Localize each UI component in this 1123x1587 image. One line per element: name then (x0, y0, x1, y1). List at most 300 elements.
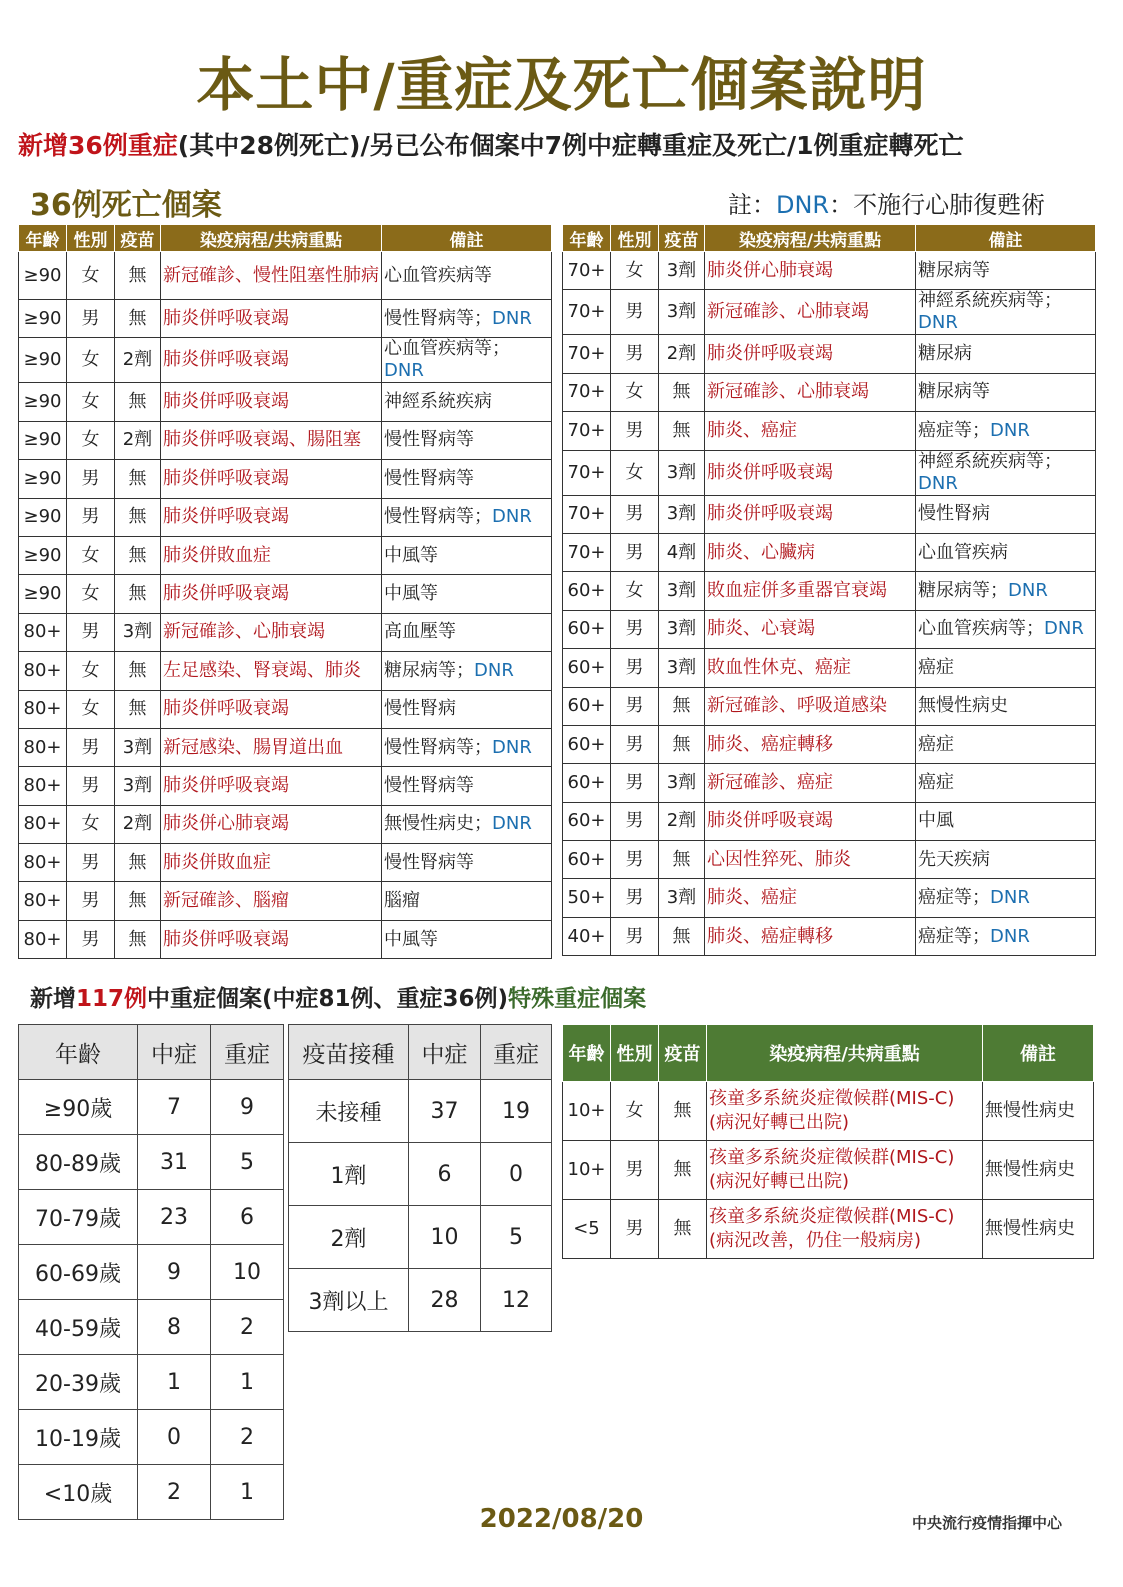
cell-remark (382, 498, 552, 536)
remark-text: 慢性腎病等 (384, 429, 474, 451)
row-value: 37 (409, 1080, 481, 1143)
course-status: (病況好轉已出院) (709, 1112, 850, 1133)
cell-sex: 男 (611, 802, 659, 840)
cell-sex: 男 (611, 412, 659, 450)
cell-remark (382, 613, 552, 651)
cell-vaccine: 2劑 (659, 802, 705, 840)
cell-course: 新冠感染、腸胃道出血 (161, 728, 382, 766)
cell-course: 新冠確診、癌症 (705, 764, 916, 802)
cell-age: 50+ (563, 879, 611, 917)
course-status: (病況好轉已出院) (709, 1171, 850, 1192)
row-value: 9 (138, 1245, 211, 1300)
cell-sex: 男 (67, 728, 115, 766)
cell-age: ≥90 (19, 421, 67, 459)
death-table-header (563, 225, 1096, 252)
cell-vaccine: 無 (659, 917, 705, 955)
cell-vaccine: 無 (115, 536, 161, 574)
cell-vaccine: 無 (115, 690, 161, 728)
death-table-right (562, 224, 1096, 956)
cell-age: <5 (563, 1200, 611, 1259)
remark-text: 癌症 (918, 771, 954, 793)
cell-remark (382, 300, 552, 338)
row-value: 28 (409, 1269, 481, 1332)
course-line: 孩童多系統炎症徵候群(MIS-C) (709, 1147, 955, 1168)
cell-course: 敗血性休克、癌症 (705, 649, 916, 687)
cell-age: 70+ (563, 335, 611, 373)
cell-sex: 男 (611, 725, 659, 763)
cell-sex: 男 (611, 1200, 659, 1259)
cell-course: 肺炎併心肺衰竭 (161, 805, 382, 843)
row-value: 8 (138, 1300, 211, 1355)
cell-remark (916, 533, 1096, 571)
dnr-tag: DNR (492, 736, 532, 758)
cell-sex: 男 (67, 844, 115, 882)
cell-remark (382, 690, 552, 728)
cell-sex: 男 (611, 290, 659, 335)
cell-remark (916, 290, 1096, 335)
row-value: 0 (138, 1410, 211, 1465)
row-value: 10 (211, 1245, 284, 1300)
cell-remark (382, 767, 552, 805)
cell-vaccine: 無 (115, 652, 161, 690)
cell-course (707, 1141, 983, 1200)
severe-prefix: 新增 (30, 986, 76, 1012)
header-remark: 備註 (916, 225, 1096, 252)
cell-age: 70+ (563, 495, 611, 533)
cell-sex: 女 (67, 536, 115, 574)
table-row (19, 383, 552, 421)
table-row (19, 882, 552, 920)
cell-age: 60+ (563, 649, 611, 687)
remark-text: 心血管疾病等； (918, 618, 1044, 640)
cell-remark (916, 841, 1096, 879)
cell-vaccine: 無 (115, 882, 161, 920)
header-vaccine: 疫苗 (659, 1025, 707, 1082)
table-row (563, 841, 1096, 879)
row-label: 40-59歲 (19, 1300, 138, 1355)
row-label: 2劑 (289, 1206, 409, 1269)
row-label: 3劑以上 (289, 1269, 409, 1332)
cell-course: 肺炎、癌症轉移 (705, 725, 916, 763)
cell-age: 10+ (563, 1141, 611, 1200)
cell-sex: 男 (611, 879, 659, 917)
cell-remark (382, 536, 552, 574)
table-row (563, 649, 1096, 687)
cell-remark (916, 252, 1096, 290)
table-row (563, 802, 1096, 840)
course-line: 孩童多系統炎症徵候群(MIS-C) (709, 1206, 955, 1227)
remark-text: 神經系統疾病 (384, 391, 492, 413)
cell-vaccine: 3劑 (115, 767, 161, 805)
note-prefix: 註： (728, 191, 776, 219)
cell-vaccine: 無 (659, 412, 705, 450)
row-value: 6 (211, 1190, 284, 1245)
row-value: 23 (138, 1190, 211, 1245)
cell-vaccine: 3劑 (659, 649, 705, 687)
cell-remark (382, 920, 552, 958)
cell-course: 肺炎、癌症 (705, 412, 916, 450)
row-value: 1 (211, 1355, 284, 1410)
cell-age: 40+ (563, 917, 611, 955)
cell-sex: 女 (67, 421, 115, 459)
cell-age: 60+ (563, 802, 611, 840)
table-row (19, 1190, 284, 1245)
cell-remark (916, 917, 1096, 955)
remark-text: 無慢性病史； (384, 813, 492, 835)
row-label: 20-39歲 (19, 1355, 138, 1410)
cell-sex: 男 (611, 917, 659, 955)
cell-vaccine: 3劑 (115, 613, 161, 651)
row-value: 0 (481, 1143, 552, 1206)
cell-sex: 女 (611, 450, 659, 495)
header-vaccine: 疫苗 (659, 225, 705, 252)
cell-sex: 女 (611, 373, 659, 411)
cell-remark (916, 572, 1096, 610)
table-row (563, 412, 1096, 450)
cell-remark: 無慢性病史 (983, 1141, 1094, 1200)
cell-remark (916, 649, 1096, 687)
cell-sex: 女 (611, 1082, 659, 1141)
severe-count: 117例 (76, 986, 148, 1012)
cell-vaccine: 3劑 (659, 290, 705, 335)
special-table-header (563, 1025, 1094, 1082)
table-row (563, 533, 1096, 571)
table-row (289, 1206, 552, 1269)
cell-vaccine: 無 (115, 300, 161, 338)
cell-sex: 女 (67, 383, 115, 421)
course-status: (病況改善，仍住一般病房) (709, 1230, 922, 1251)
table-row (563, 917, 1096, 955)
cell-sex: 女 (67, 575, 115, 613)
report-date: 2022/08/20 (479, 1504, 644, 1534)
cell-vaccine: 2劑 (115, 805, 161, 843)
cell-course: 肺炎併呼吸衰竭 (161, 460, 382, 498)
header-course: 染疫病程/共病重點 (705, 225, 916, 252)
cell-remark (382, 383, 552, 421)
course-line: 孩童多系統炎症徵候群(MIS-C) (709, 1088, 955, 1109)
cell-course: 新冠確診、腦瘤 (161, 882, 382, 920)
header-vaccine: 疫苗 (115, 225, 161, 252)
cell-sex: 男 (611, 533, 659, 571)
cell-age: 80+ (19, 613, 67, 651)
cell-course: 肺炎併呼吸衰竭 (161, 920, 382, 958)
cell-sex: 男 (67, 882, 115, 920)
table-row (563, 252, 1096, 290)
remark-text: 癌症等； (918, 925, 990, 947)
remark-text: 高血壓等 (384, 621, 456, 643)
remark-text: 神經系統疾病等； (918, 450, 1062, 472)
cell-remark (382, 421, 552, 459)
row-value: 19 (481, 1080, 552, 1143)
table-row (563, 1141, 1094, 1200)
cell-vaccine: 3劑 (659, 879, 705, 917)
remark-text: 中風等 (384, 928, 438, 950)
table-row (289, 1143, 552, 1206)
cell-course: 肺炎併呼吸衰竭 (161, 690, 382, 728)
table-row (19, 1300, 284, 1355)
special-title: 特殊重症個案 (508, 986, 647, 1012)
remark-text: 心血管疾病 (918, 541, 1008, 563)
cell-vaccine: 無 (115, 920, 161, 958)
cell-age: 70+ (563, 450, 611, 495)
remark-text: 慢性腎病等； (384, 736, 492, 758)
dnr-tag: DNR (918, 312, 958, 334)
cell-age: ≥90 (19, 575, 67, 613)
table-row (19, 460, 552, 498)
row-value: 1 (211, 1465, 284, 1520)
table-row (19, 338, 552, 383)
cell-remark (916, 687, 1096, 725)
row-value: 6 (409, 1143, 481, 1206)
cell-age: 80+ (19, 652, 67, 690)
header-sex: 性別 (611, 1025, 659, 1082)
cell-sex: 女 (67, 338, 115, 383)
cell-vaccine: 2劑 (115, 338, 161, 383)
table-row (19, 690, 552, 728)
table-row (19, 613, 552, 651)
cell-remark (916, 373, 1096, 411)
cell-course: 左足感染、腎衰竭、肺炎 (161, 652, 382, 690)
cell-remark (916, 412, 1096, 450)
cell-course: 肺炎併心肺衰竭 (705, 252, 916, 290)
cell-course: 新冠確診、心肺衰竭 (705, 373, 916, 411)
organization: 中央流行疫情指揮中心 (912, 1514, 1063, 1532)
cell-sex: 女 (67, 805, 115, 843)
table-row (19, 844, 552, 882)
row-value: 2 (211, 1300, 284, 1355)
cell-course: 肺炎併呼吸衰竭 (705, 495, 916, 533)
death-table-left (18, 224, 552, 959)
cell-remark (382, 460, 552, 498)
cell-age: 80+ (19, 767, 67, 805)
subtitle-rest: (其中28例死亡)/另已公布個案中7例中症轉重症及死亡/1例重症轉死亡 (177, 131, 964, 160)
table-row (19, 1245, 284, 1300)
cell-age: 60+ (563, 764, 611, 802)
cell-vaccine: 3劑 (659, 450, 705, 495)
subtitle (18, 126, 964, 162)
table-row (19, 1135, 284, 1190)
cell-vaccine: 2劑 (659, 335, 705, 373)
header-sex: 性別 (67, 225, 115, 252)
cell-course: 肺炎併呼吸衰竭 (161, 575, 382, 613)
table-row (19, 1410, 284, 1465)
cell-age: 60+ (563, 725, 611, 763)
cell-vaccine: 無 (115, 498, 161, 536)
remark-text: 慢性腎病等； (384, 506, 492, 528)
remark-text: 癌症 (918, 656, 954, 678)
dnr-tag: DNR (990, 419, 1030, 441)
table-row (563, 610, 1096, 648)
cell-course: 新冠確診、呼吸道感染 (705, 687, 916, 725)
table-row (563, 495, 1096, 533)
cell-course: 肺炎併呼吸衰竭 (705, 450, 916, 495)
cell-sex: 女 (67, 690, 115, 728)
remark-text: 心血管疾病等 (384, 264, 492, 286)
cell-vaccine: 無 (115, 575, 161, 613)
cell-sex: 男 (67, 767, 115, 805)
table-row (289, 1269, 552, 1332)
cell-remark (916, 610, 1096, 648)
cell-age: 80+ (19, 805, 67, 843)
cell-course: 敗血症併多重器官衰竭 (705, 572, 916, 610)
cell-sex: 女 (67, 252, 115, 300)
row-value: 5 (481, 1206, 552, 1269)
cell-course: 肺炎併呼吸衰竭 (161, 383, 382, 421)
death-section-title: 36例死亡個案 (30, 188, 222, 223)
remark-text: 先天疾病 (918, 848, 990, 870)
row-label: ≥90歲 (19, 1080, 138, 1135)
cell-course: 肺炎併呼吸衰竭 (161, 498, 382, 536)
cell-remark (916, 879, 1096, 917)
table-row (19, 421, 552, 459)
cell-sex: 男 (67, 613, 115, 651)
cell-age: ≥90 (19, 536, 67, 574)
cell-vaccine: 無 (115, 844, 161, 882)
row-value: 9 (211, 1080, 284, 1135)
cell-remark (916, 764, 1096, 802)
table-row (563, 1082, 1094, 1141)
header-course: 染疫病程/共病重點 (161, 225, 382, 252)
cell-course: 心因性猝死、肺炎 (705, 841, 916, 879)
cell-remark (382, 652, 552, 690)
cell-remark (382, 338, 552, 383)
remark-text: 無慢性病史 (918, 695, 1008, 717)
row-value: 31 (138, 1135, 211, 1190)
header-age: 年齡 (563, 225, 611, 252)
row-label: 70-79歲 (19, 1190, 138, 1245)
remark-text: 慢性腎病 (918, 503, 990, 525)
header-age: 年齡 (563, 1025, 611, 1082)
dnr-tag: DNR (492, 506, 532, 528)
cell-course: 肺炎併敗血症 (161, 536, 382, 574)
table-row (563, 373, 1096, 411)
header-age: 年齡 (19, 225, 67, 252)
cell-course: 肺炎、心衰竭 (705, 610, 916, 648)
cell-vaccine: 無 (659, 725, 705, 763)
cell-course: 肺炎、心臟病 (705, 533, 916, 571)
cell-age: ≥90 (19, 460, 67, 498)
table-row (563, 1200, 1094, 1259)
cell-course: 新冠確診、心肺衰竭 (705, 290, 916, 335)
row-value: 5 (211, 1135, 284, 1190)
row-value: 2 (211, 1410, 284, 1465)
remark-text: 糖尿病等 (918, 381, 990, 403)
cell-remark: 無慢性病史 (983, 1200, 1094, 1259)
remark-text: 中風等 (384, 583, 438, 605)
cell-course: 肺炎併呼吸衰竭 (161, 338, 382, 383)
cell-course: 肺炎併敗血症 (161, 844, 382, 882)
cell-age: 60+ (563, 610, 611, 648)
header-cell: 重症 (481, 1025, 552, 1080)
cell-remark (916, 802, 1096, 840)
cell-remark (382, 882, 552, 920)
cell-vaccine: 無 (115, 252, 161, 300)
cell-course: 肺炎、癌症轉移 (705, 917, 916, 955)
cell-age: 80+ (19, 690, 67, 728)
remark-text: 腦瘤 (384, 890, 420, 912)
table-row (19, 652, 552, 690)
header-sex: 性別 (611, 225, 659, 252)
cell-vaccine: 3劑 (659, 252, 705, 290)
remark-text: 慢性腎病等 (384, 774, 474, 796)
remark-text: 癌症 (918, 733, 954, 755)
cell-sex: 男 (611, 841, 659, 879)
cell-remark (916, 450, 1096, 495)
header-cell: 重症 (211, 1025, 284, 1080)
table-row (19, 252, 552, 300)
cell-vaccine: 無 (115, 383, 161, 421)
cell-remark (382, 728, 552, 766)
death-table-header (19, 225, 552, 252)
cell-sex: 男 (611, 610, 659, 648)
remark-text: 心血管疾病等； (384, 338, 510, 360)
cell-course: 肺炎併呼吸衰竭 (705, 802, 916, 840)
note-term: DNR (776, 191, 830, 219)
cell-course: 新冠確診、慢性阻塞性肺病 (161, 252, 382, 300)
cell-vaccine: 4劑 (659, 533, 705, 571)
dnr-tag: DNR (474, 659, 514, 681)
subtitle-highlight: 新增36例重症 (18, 131, 178, 160)
table-row (19, 767, 552, 805)
row-value: 2 (138, 1465, 211, 1520)
table-row (19, 920, 552, 958)
cell-remark (916, 495, 1096, 533)
cell-sex: 男 (67, 460, 115, 498)
age-table-header (19, 1025, 284, 1080)
cell-age: 60+ (563, 841, 611, 879)
cell-sex: 女 (611, 252, 659, 290)
cell-vaccine: 3劑 (659, 572, 705, 610)
remark-text: 慢性腎病等 (384, 851, 474, 873)
severe-middle: 中重症個案(中症81例、重症36例) (147, 986, 509, 1012)
table-row (563, 290, 1096, 335)
row-label: 10-19歲 (19, 1410, 138, 1465)
table-row (563, 879, 1096, 917)
row-label: 80-89歲 (19, 1135, 138, 1190)
table-row (19, 498, 552, 536)
cell-remark (382, 844, 552, 882)
dnr-note (728, 185, 1045, 220)
cell-remark (916, 725, 1096, 763)
dnr-tag: DNR (1044, 618, 1084, 640)
cell-course: 肺炎、癌症 (705, 879, 916, 917)
cell-vaccine: 3劑 (659, 610, 705, 648)
cell-sex: 男 (611, 335, 659, 373)
cell-age: 80+ (19, 844, 67, 882)
row-value: 10 (409, 1206, 481, 1269)
row-value: 7 (138, 1080, 211, 1135)
cell-remark (382, 805, 552, 843)
cell-vaccine: 無 (659, 1200, 707, 1259)
cell-age: ≥90 (19, 383, 67, 421)
table-row (19, 536, 552, 574)
cell-sex: 男 (611, 764, 659, 802)
cell-age: 70+ (563, 252, 611, 290)
table-row (563, 764, 1096, 802)
note-desc: ：不施行心肺復甦術 (829, 191, 1046, 219)
dnr-tag: DNR (1008, 580, 1048, 602)
row-label: 未接種 (289, 1080, 409, 1143)
cell-vaccine: 無 (115, 460, 161, 498)
table-row (563, 687, 1096, 725)
cell-age: ≥90 (19, 300, 67, 338)
header-remark: 備註 (983, 1025, 1094, 1082)
remark-text: 糖尿病等 (918, 259, 990, 281)
cell-age: 70+ (563, 412, 611, 450)
header-cell: 中症 (138, 1025, 211, 1080)
cell-course: 肺炎併呼吸衰竭、腸阻塞 (161, 421, 382, 459)
remark-text: 中風 (918, 810, 954, 832)
